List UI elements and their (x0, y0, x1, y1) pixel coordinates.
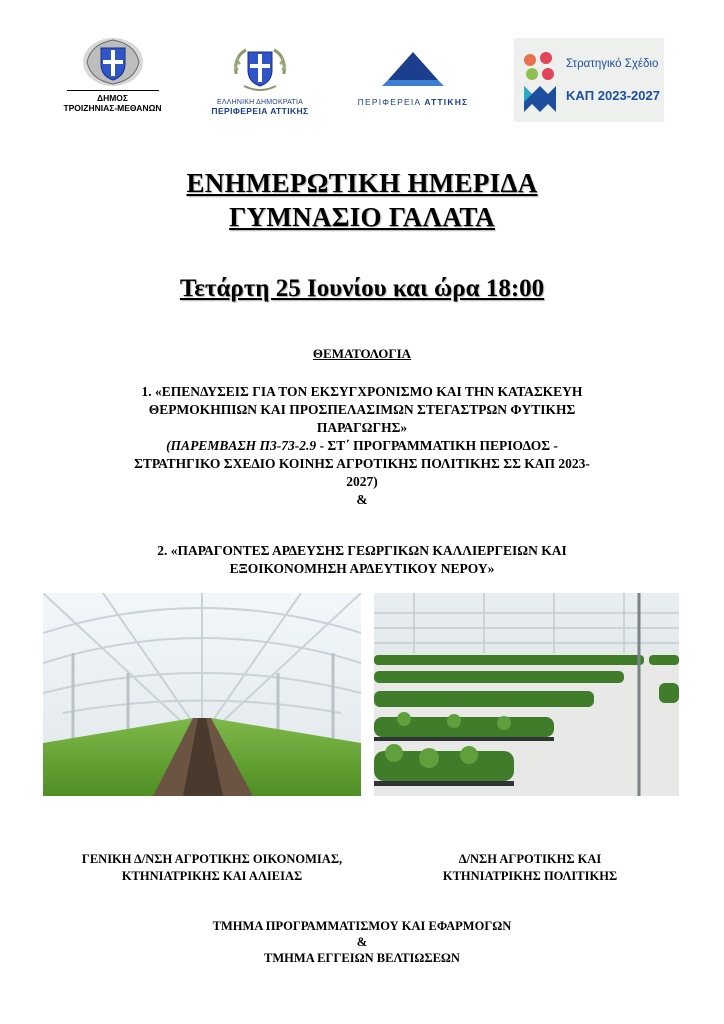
kap-period-label: ΚΑΠ 2023-2027 (566, 88, 660, 103)
topic-2-line-1: 2. «ΠΑΡΑΓΟΝΤΕΣ ΑΡΔΕΥΣΗΣ ΓΕΩΡΓΙΚΩΝ ΚΑΛΛΙΕΡΓΕΙΩΝ ΚΑΙ (157, 543, 567, 558)
sections-ampersand: & (356, 935, 368, 949)
intervention-code: (ΠΑΡΕΜΒΑΣΗ Π3-73-2.9 (166, 438, 317, 453)
attica-region-logo (342, 52, 484, 107)
department-left-line-2: ΚΤΗΝΙΑΤΡΙΚΗΣ ΚΑΙ ΑΛΙΕΙΑΣ (121, 869, 303, 883)
kap-strategic-plan-label: Στρατηγικό Σχέδιο (566, 58, 659, 70)
department-left-line-1: ΓΕΝΙΚΗ Δ/ΝΣΗ ΑΓΡΟΤΙΚΗΣ ΟΙΚΟΝΟΜΙΑΣ, (81, 852, 343, 866)
municipality-label: ΔΗΜΟΣ (96, 93, 129, 103)
municipality-name: ΤΡΟΙΖΗΝΙΑΣ-ΜΕΘΑΝΩΝ (63, 103, 162, 113)
topic-1-line-3: ΠΑΡΑΓΩΓΗΣ» (316, 420, 408, 435)
topic-1-line-1: 1. «ΕΠΕΝΔΥΣΕΙΣ ΓΙΑ ΤΟΝ ΕΚΣΥΓΧΡΟΝΙΣΜΟ ΚΑΙ ΤΗΝ ΚΑΤΑΣΚΕΥΗ (141, 384, 583, 399)
topics-ampersand: & (356, 492, 368, 507)
kap-flower-icon (520, 50, 560, 114)
topic-1-line-2: ΘΕΡΜΟΚΗΠΙΩΝ ΚΑΙ ΠΡΟΣΠΕΛΑΣΙΜΩΝ ΣΤΕΓΑΣΤΡΩΝ ΦΥΤΙΚΗΣ (148, 402, 576, 417)
topic-1-line-4 (60, 437, 664, 455)
topic-2 (60, 542, 664, 578)
topics-heading: ΘΕΜΑΤΟΛΟΓΙΑ (312, 346, 412, 361)
greenhouse-photo-right (374, 593, 679, 796)
greenhouse-photo-left (43, 593, 361, 796)
municipality-logo (55, 36, 170, 113)
kap-strategic-plan-logo (514, 38, 664, 122)
event-title: ΕΝΗΜΕΡΩΤΙΚΗ ΗΜΕΡΙΔΑ (186, 168, 538, 198)
topic-1-line-6: 2027) (346, 474, 378, 489)
region-name: ΠΕΡΙΦΕΡΕΙΑ ΑΤΤΙΚΗΣ (211, 106, 309, 116)
department-right-line-2: ΚΤΗΝΙΑΤΡΙΚΗΣ ΠΟΛΙΤΙΚΗΣ (442, 869, 618, 883)
topic-2-line-2: ΕΞΟΙΚΟΝΟΜΗΣΗ ΑΡΔΕΥΤΙΚΟΥ ΝΕΡΟΥ» (229, 561, 495, 576)
republic-label: ΕΛΛΗΝΙΚΗ ΔΗΜΟΚΡΑΤΙΑ (216, 99, 304, 106)
section-land-improvements: ΤΜΗΜΑ ΕΓΓΕΙΩΝ ΒΕΛΤΙΩΣΕΩΝ (264, 951, 460, 965)
section-programming: ΤΜΗΜΑ ΠΡΟΓΡΑΜΜΑΤΙΣΜΟΥ ΚΑΙ ΕΦΑΡΜΟΓΩΝ (212, 919, 512, 933)
wordmark-word1: ΠΕΡΙΦΕΡΕΙΑ (357, 97, 421, 107)
event-venue: ΓΥΜΝΑΣΙΟ ΓΑΛΑΤΑ (229, 202, 495, 232)
divider (67, 90, 159, 91)
triangle-mountain-icon (380, 52, 446, 88)
attica-region-wordmark (342, 97, 484, 107)
department-right-line-1: Δ/ΝΣΗ ΑΓΡΟΤΙΚΗΣ ΚΑΙ (458, 852, 602, 866)
greek-emblem-icon (230, 46, 290, 92)
greenhouse-pepper-rows-image (374, 593, 679, 796)
wordmark-word2: ΑΤΤΙΚΗΣ (424, 97, 469, 107)
event-date-time: Τετάρτη 25 Ιουνίου και ώρα 18:00 (179, 275, 545, 302)
greek-coat-of-arms-icon (81, 36, 145, 88)
topic-1 (60, 383, 664, 509)
organizing-sections (0, 918, 724, 966)
region-emblem-logo (198, 46, 322, 116)
department-right (405, 851, 655, 885)
department-left (52, 851, 372, 885)
programming-period: - ΣΤ΄ ΠΡΟΓΡΑΜΜΑΤΙΚΗ ΠΕΡΙΟΔΟΣ - (316, 438, 558, 453)
greenhouse-interior-image (43, 593, 361, 796)
topic-1-line-5: ΣΤΡΑΤΗΓΙΚΟ ΣΧΕΔΙΟ ΚΟΙΝΗΣ ΑΓΡΟΤΙΚΗΣ ΠΟΛΙΤΙΚΗΣ ΣΣ ΚΑΠ 2023- (134, 456, 590, 471)
